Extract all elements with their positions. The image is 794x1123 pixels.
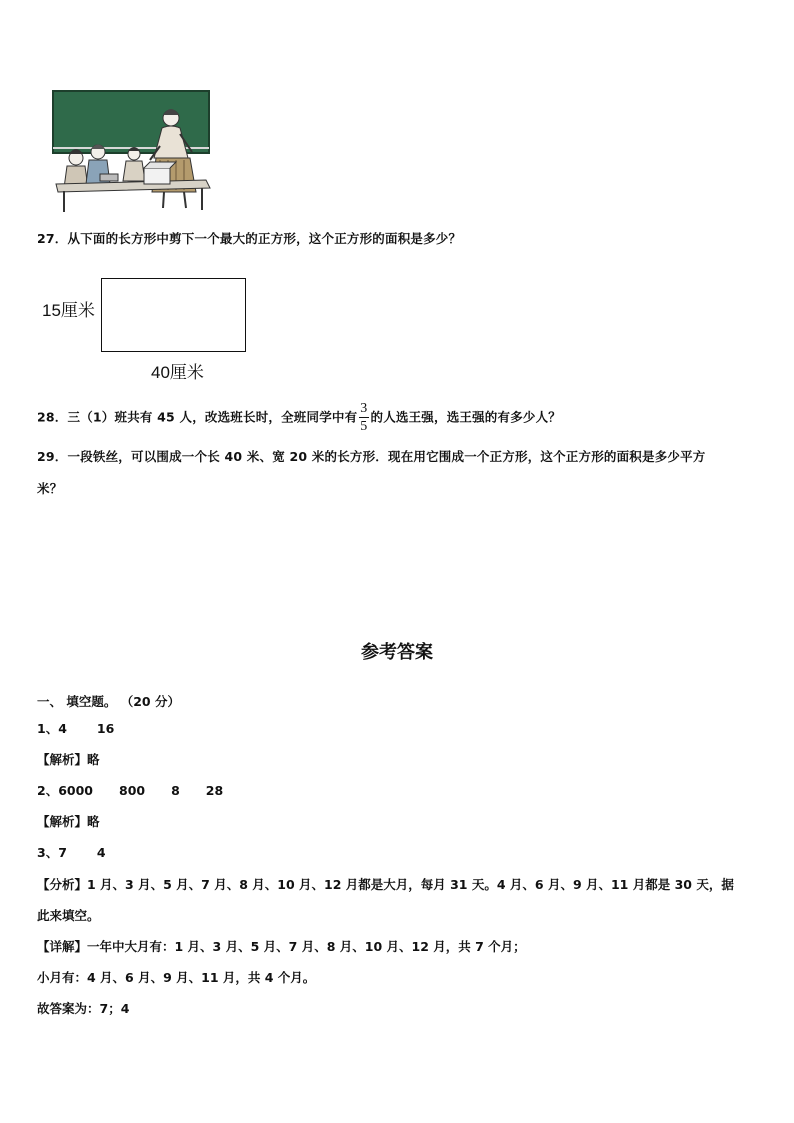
answer-1-value: 16 [96, 721, 115, 736]
answer-3 [37, 843, 106, 861]
answer-1-note: 【解析】略 [37, 752, 100, 767]
fraction [359, 402, 368, 434]
answer-3-detail-line-2: 小月有：4 月、6 月、9 月、11 月，共 4 个月。 [37, 970, 316, 985]
question-28-prefix: 28．三（1）班共有 45 人，改选班长时，全班同学中有 [37, 409, 358, 425]
answer-3-analysis-line-1: 【分析】1 月、3 月、5 月、7 月、8 月、10 月、12 月都是大月，每月 31 天。4 月、6 月、9 月、11 月都是 30 天，据 [37, 877, 734, 892]
answer-2 [37, 781, 223, 799]
answer-2-value-1: 800 [119, 783, 146, 798]
answer-3-number: 3、7 [37, 845, 67, 860]
question-28 [37, 402, 561, 434]
rectangle-figure [101, 278, 246, 352]
question-29-line-1: 29．一段铁丝，可以围成一个长 40 米、宽 20 米的长方形．现在用它围成一个正方形，这个正方形的面积是多少平方 [37, 449, 706, 464]
part-1-heading: 一、 填空题。 （20 分） [37, 694, 180, 709]
question-29-line-2: 米？ [37, 481, 63, 496]
question-28-suffix: 的人选王强，选王强的有多少人？ [370, 409, 562, 425]
answer-3-analysis-line-2: 此来填空。 [37, 908, 100, 923]
fraction-numerator: 3 [360, 401, 368, 416]
answer-1 [37, 719, 114, 737]
answer-2-value-3: 28 [205, 783, 224, 798]
answer-2-value-2: 8 [171, 783, 180, 798]
answer-3-value: 4 [96, 845, 106, 860]
rectangle-bottom-label: 40厘米 [151, 363, 204, 382]
rectangle-side-label: 15厘米 [42, 301, 95, 320]
answer-2-number: 2、6000 [37, 783, 93, 798]
answer-3-result: 故答案为：7；4 [37, 1001, 130, 1016]
answer-section-title: 参考答案 [361, 642, 433, 663]
question-27: 27．从下面的长方形中剪下一个最大的正方形，这个正方形的面积是多少？ [37, 231, 462, 246]
classroom-illustration [50, 88, 212, 214]
answer-3-detail-line-1: 【详解】一年中大月有：1 月、3 月、5 月、7 月、8 月、10 月、12 月，共 7 个月； [37, 939, 526, 954]
answer-1-number: 1、4 [37, 721, 67, 736]
fraction-denominator: 5 [360, 419, 368, 434]
answer-2-note: 【解析】略 [37, 814, 100, 829]
